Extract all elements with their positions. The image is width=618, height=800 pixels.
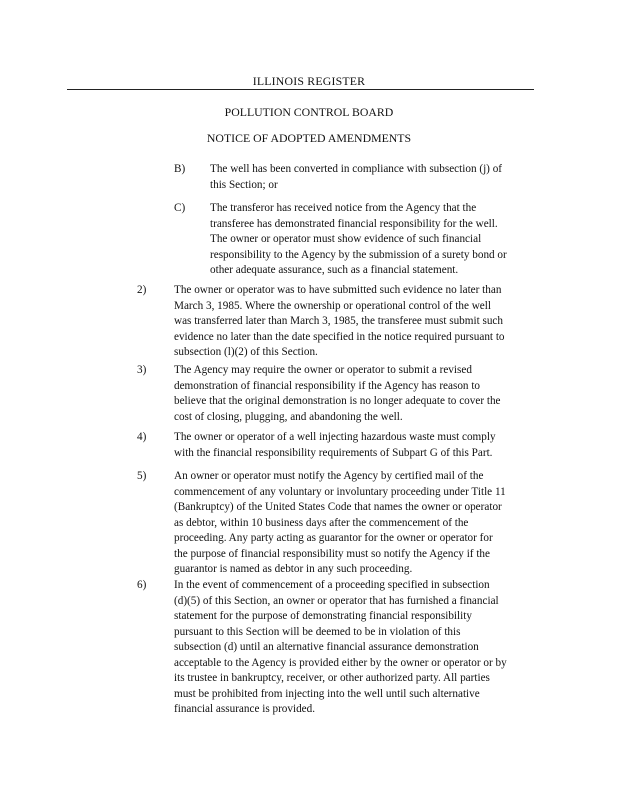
- text-line: transferee has demonstrated financial responsibility for the well.: [210, 217, 498, 230]
- item-text: [174, 469, 536, 578]
- text-line: commencement of any voluntary or involuntary proceeding under Title 11: [174, 485, 506, 498]
- text-line: statement for the purpose of demonstrating financial responsibility: [174, 610, 472, 622]
- text-line: The Agency may require the owner or operator to submit a revised: [174, 364, 472, 376]
- text-line: its trustee in bankruptcy, receiver, or other authorized party. All parties: [174, 672, 490, 684]
- text-line: proceeding. Any party acting as guarantor for the owner or operator for: [174, 532, 493, 544]
- item-label: 5): [137, 470, 147, 482]
- text-line: The owner or operator must show evidence of such financial: [210, 233, 482, 245]
- text-line: The transferor has received notice from the Agency that the: [210, 202, 477, 214]
- item-text: [174, 430, 536, 461]
- text-line: with the financial responsibility requirements of Subpart G of this Part.: [174, 446, 493, 459]
- text-line: the purpose of financial responsibility must so notify the Agency if the: [174, 547, 490, 560]
- board-name: POLLUTION CONTROL BOARD: [224, 105, 394, 119]
- item-text: [174, 363, 536, 425]
- text-line: An owner or operator must notify the Agency by certified mail of the: [174, 470, 484, 482]
- item-label: 2): [137, 284, 147, 296]
- text-line: responsibility to the Agency by the submission of a surety bond or: [210, 248, 507, 261]
- text-line: (Bankruptcy) of the United States Code that names the owner or operator: [174, 501, 502, 513]
- item-label: 4): [137, 431, 147, 443]
- item-text: [174, 283, 536, 361]
- text-line: subsection (d) until an alternative financial assurance demonstration: [174, 641, 479, 653]
- text-line: must be prohibited from injecting into the well until such alternative: [174, 687, 480, 700]
- subitem-label: B): [174, 163, 186, 175]
- text-line: cost of closing, plugging, and abandoning the well.: [174, 410, 403, 423]
- text-line: evidence no later than the date specified in the notice required pursuant to: [174, 330, 505, 343]
- text-line: as debtor, within 10 business days after the commencement of the: [174, 516, 469, 529]
- text-line: The owner or operator of a well injecting hazardous waste must comply: [174, 431, 496, 443]
- text-line: March 3, 1985. Where the ownership or operational control of the well: [174, 299, 491, 312]
- text-line: acceptable to the Agency is provided either by the owner or operator or by: [174, 656, 507, 669]
- subitem-text: [210, 201, 535, 279]
- item-text: [174, 578, 536, 718]
- item-label: 3): [137, 364, 147, 376]
- text-line: was transferred later than March 3, 1985, the transferee must submit such: [174, 315, 503, 327]
- text-line: In the event of commencement of a proceeding specified in subsection: [174, 579, 490, 591]
- text-line: believe that the original demonstration is no longer adequate to cover the: [174, 395, 501, 407]
- subitem-label: C): [174, 202, 186, 214]
- text-line: The owner or operator was to have submitted such evidence no later than: [174, 284, 502, 296]
- text-line: this Section; or: [210, 178, 278, 191]
- text-line: demonstration of financial responsibility if the Agency has reason to: [174, 379, 481, 392]
- text-line: guarantor is named as debtor in any such proceeding.: [174, 563, 413, 575]
- header-rule: [67, 89, 534, 90]
- text-line: subsection (l)(2) of this Section.: [174, 346, 318, 358]
- notice-title: NOTICE OF ADOPTED AMENDMENTS: [206, 131, 412, 145]
- text-line: financial assurance is provided.: [174, 703, 316, 715]
- text-line: pursuant to this Section will be deemed to be in violation of this: [174, 625, 461, 638]
- register-title: ILLINOIS REGISTER: [252, 74, 366, 88]
- subitem-text: [210, 162, 535, 193]
- text-line: The well has been converted in compliance with subsection (j) of: [210, 163, 503, 175]
- text-line: other adequate assurance, such as a financial statement.: [210, 264, 459, 276]
- text-line: (d)(5) of this Section, an owner or operator that has furnished a financial: [174, 594, 499, 607]
- item-label: 6): [137, 579, 147, 591]
